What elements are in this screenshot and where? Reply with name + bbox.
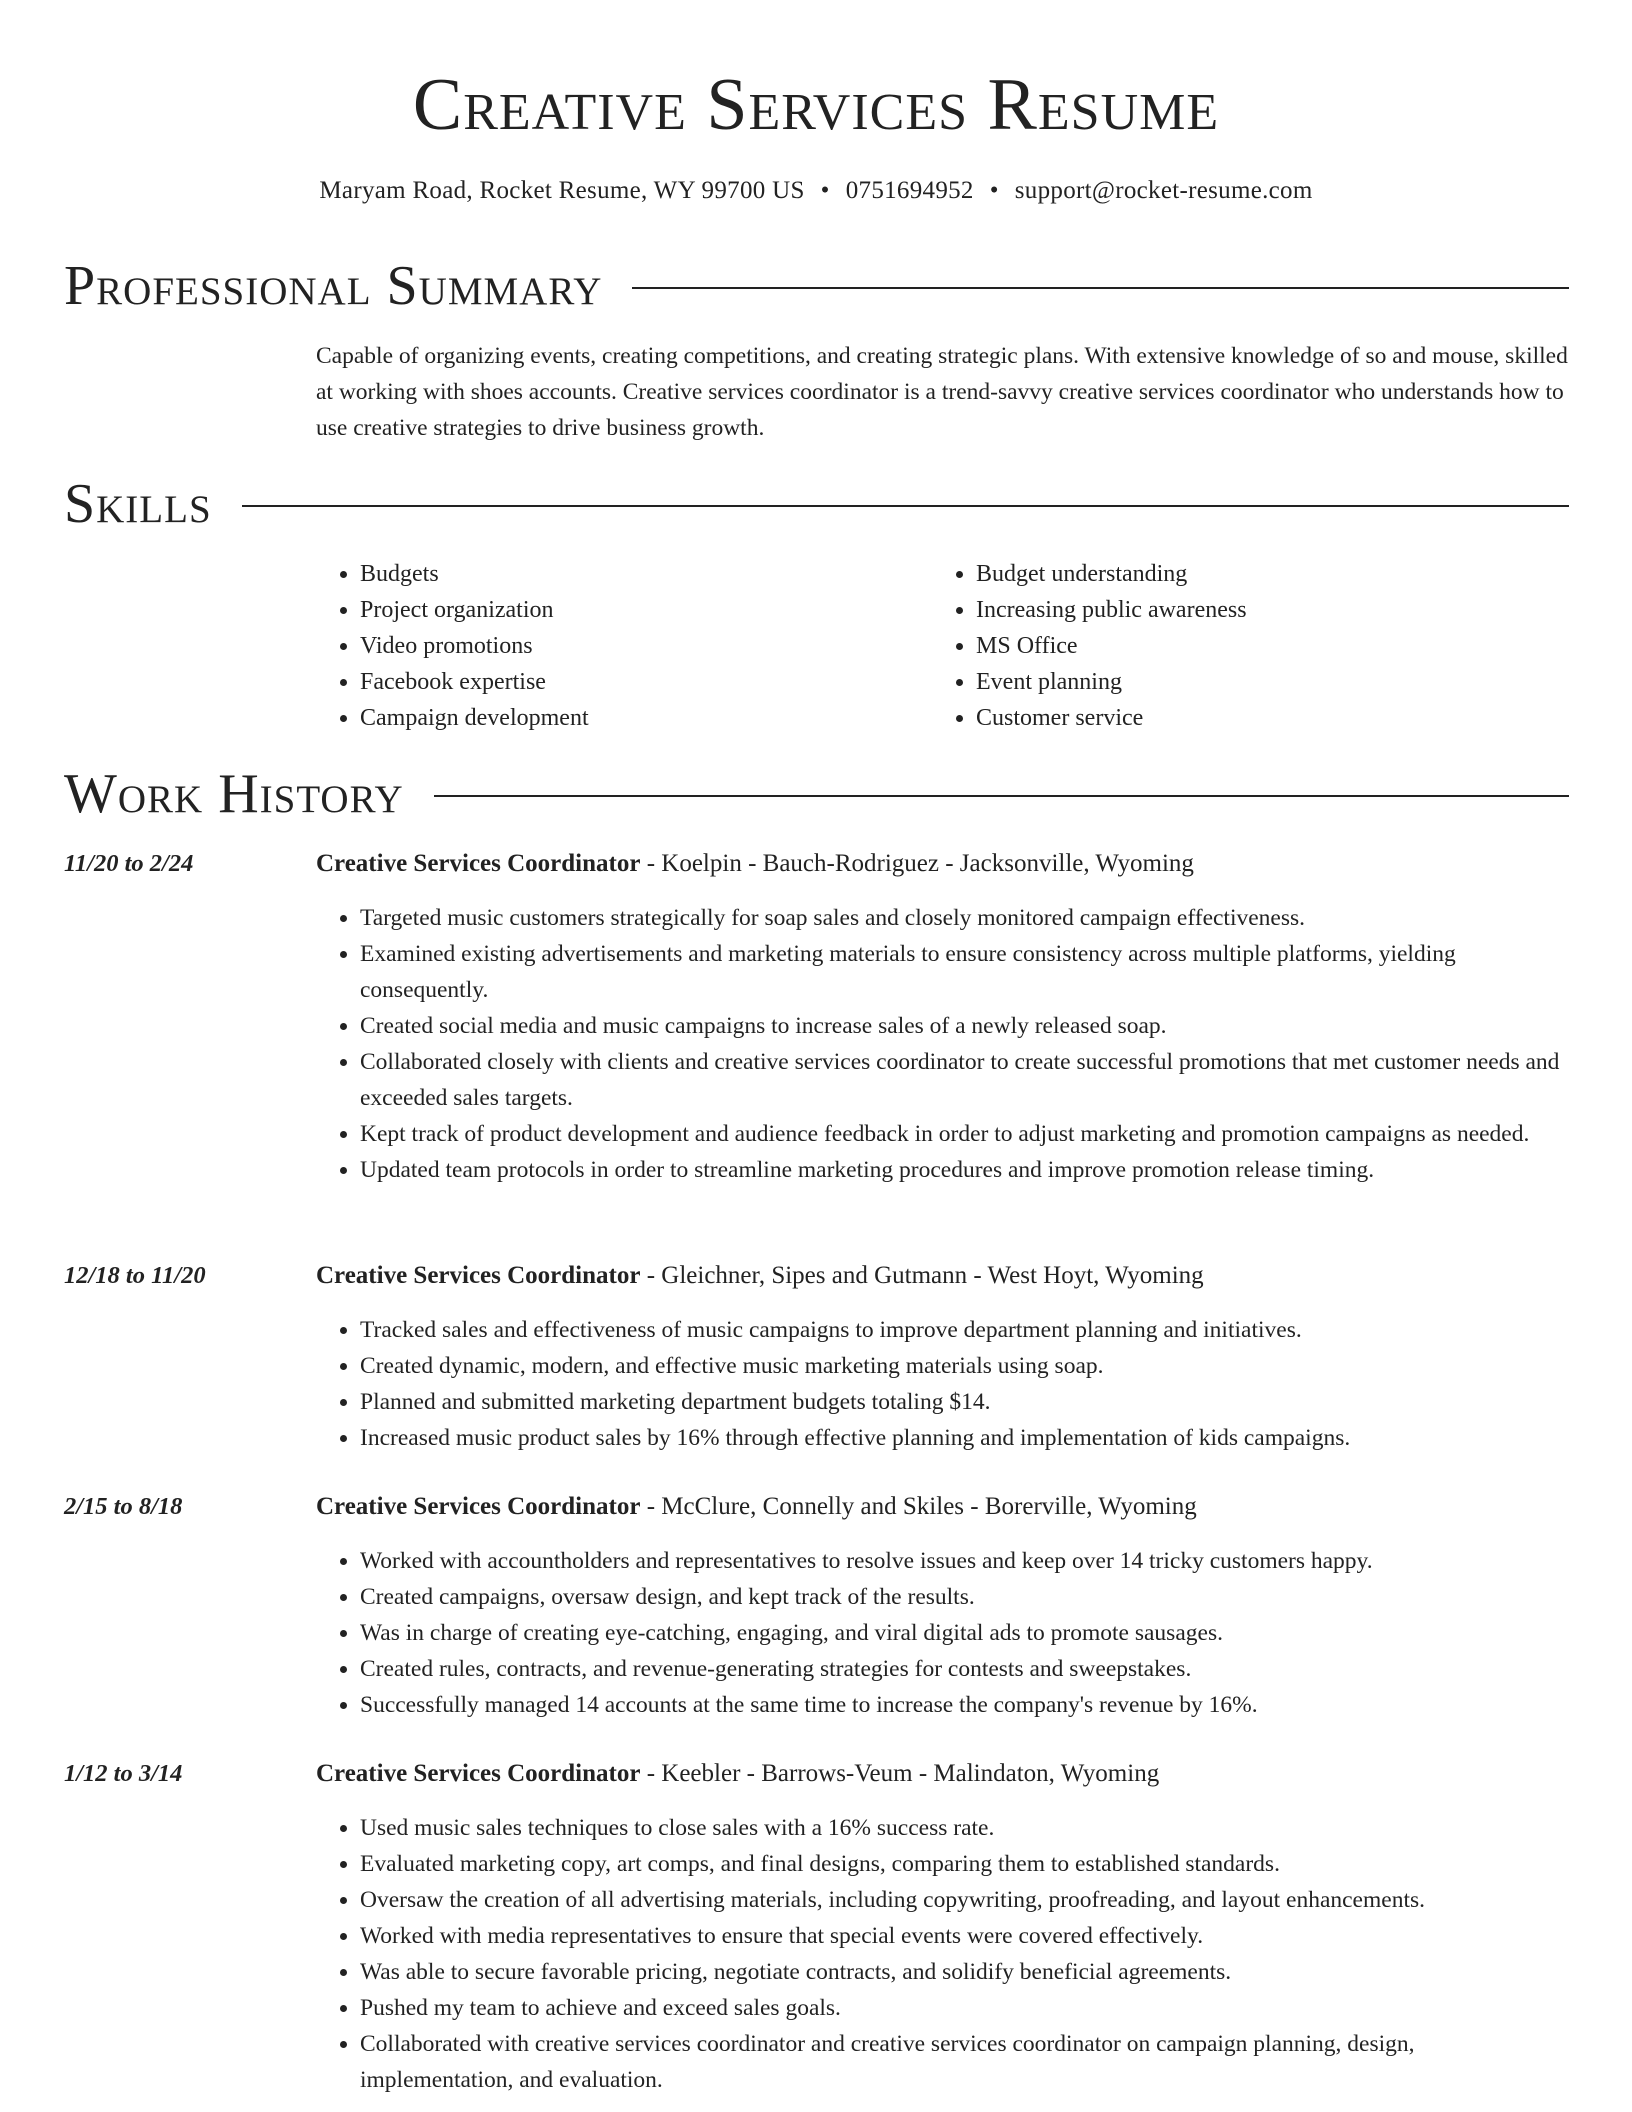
skill-item: • Customer service xyxy=(976,700,1247,736)
job-bullet: • Worked with accountholders and representatives to resolve issues and keep over 14 tricky customers happy. xyxy=(360,1543,1569,1579)
job-dates: 12/18 to 11/20 xyxy=(64,1262,206,1289)
skills-heading xyxy=(64,472,1569,536)
job-bullet: • Collaborated closely with clients and creative services coordinator to create successful promotions that met customer needs and exceeded sales targets. xyxy=(360,1044,1569,1116)
job-bullet: • Targeted music customers strategically for soap sales and closely monitored campaign effectiveness. xyxy=(360,900,1569,936)
job-bullets xyxy=(316,1543,1569,1723)
skill-item: • Campaign development xyxy=(360,700,589,736)
section-divider xyxy=(242,505,1569,507)
summary-text: Capable of organizing events, creating competitions, and creating strategic plans. With extensive knowledge of so and mouse, skilled at working with shoes accounts. Creative services coordinator is a trend-savvy creative services coordinator who understands how to use creative strategies to drive business growth. xyxy=(316,343,1568,441)
skills-list-left xyxy=(316,556,589,736)
skill-item: • MS Office xyxy=(976,628,1247,664)
summary-heading xyxy=(64,254,1569,318)
job-header xyxy=(316,1756,1159,1792)
contact-address: Maryam Road, Rocket Resume, WY 99700 US xyxy=(319,177,805,204)
job-bullet: • Evaluated marketing copy, art comps, and final designs, comparing them to established standards. xyxy=(360,1846,1569,1882)
resume-title: Creative Services Resume xyxy=(412,64,1220,146)
job-dates: 11/20 to 2/24 xyxy=(64,850,194,877)
contact-phone: 0751694952 xyxy=(845,177,974,204)
contact-separator: • xyxy=(989,177,999,204)
job-bullets xyxy=(316,900,1569,1188)
job-header xyxy=(316,846,1194,882)
job-bullet: • Worked with media representatives to ensure that special events were covered effectively. xyxy=(360,1918,1569,1954)
job-title: Creative Services Coordinator xyxy=(316,1760,641,1787)
skill-item: • Increasing public awareness xyxy=(976,592,1247,628)
job-bullet: • Created dynamic, modern, and effective music marketing materials using soap. xyxy=(360,1348,1569,1384)
job-title: Creative Services Coordinator xyxy=(316,850,641,877)
work-history-title: Work History xyxy=(64,763,404,825)
skill-item: • Budget understanding xyxy=(976,556,1247,592)
skill-item: • Facebook expertise xyxy=(360,664,589,700)
summary-title: Professional Summary xyxy=(64,255,603,317)
job-bullet: • Examined existing advertisements and marketing materials to ensure consistency across multiple platforms, yielding consequently. xyxy=(360,936,1569,1008)
job-bullet: • Planned and submitted marketing department budgets totaling $14. xyxy=(360,1384,1569,1420)
job-dates: 1/12 to 3/14 xyxy=(64,1760,183,1787)
job-bullet: • Increased music product sales by 16% through effective planning and implementation of kids campaigns. xyxy=(360,1420,1569,1456)
skills-list-right xyxy=(932,556,1247,736)
skill-item: • Project organization xyxy=(360,592,589,628)
section-divider xyxy=(434,795,1569,797)
job-bullets xyxy=(316,1312,1569,1456)
job-employer-location: - Keebler - Barrows-Veum - Malindaton, Wyoming xyxy=(640,1760,1160,1787)
job-bullet: • Updated team protocols in order to streamline marketing procedures and improve promotion release timing. xyxy=(360,1152,1569,1188)
job-bullets xyxy=(316,1810,1569,2098)
contact-email: support@rocket-resume.com xyxy=(1014,177,1313,204)
section-divider xyxy=(632,287,1569,289)
job-bullet: • Oversaw the creation of all advertising materials, including copywriting, proofreading, and layout enhancements. xyxy=(360,1882,1569,1918)
skill-item: • Budgets xyxy=(360,556,589,592)
job-bullet: • Was able to secure favorable pricing, negotiate contracts, and solidify beneficial agreements. xyxy=(360,1954,1569,1990)
job-employer-location: - McClure, Connelly and Skiles - Borerville, Wyoming xyxy=(640,1493,1197,1520)
job-dates: 2/15 to 8/18 xyxy=(64,1493,183,1520)
job-bullet: • Collaborated with creative services coordinator and creative services coordinator on campaign planning, design, implementation, and evaluation. xyxy=(360,2026,1569,2098)
job-header xyxy=(316,1489,1197,1525)
contact-line xyxy=(0,174,1632,208)
job-bullet: • Used music sales techniques to close sales with a 16% success rate. xyxy=(360,1810,1569,1846)
job-title: Creative Services Coordinator xyxy=(316,1262,641,1289)
job-bullet: • Created social media and music campaigns to increase sales of a newly released soap. xyxy=(360,1008,1569,1044)
contact-separator: • xyxy=(820,177,830,204)
job-title: Creative Services Coordinator xyxy=(316,1493,641,1520)
work-history-heading xyxy=(64,762,1569,826)
job-bullet: • Successfully managed 14 accounts at the same time to increase the company's revenue by 16%. xyxy=(360,1687,1569,1723)
job-bullet: • Tracked sales and effectiveness of music campaigns to improve department planning and initiatives. xyxy=(360,1312,1569,1348)
job-employer-location: - Koelpin - Bauch-Rodriguez - Jacksonville, Wyoming xyxy=(640,850,1194,877)
job-bullet: • Kept track of product development and audience feedback in order to adjust marketing and promotion campaigns as needed. xyxy=(360,1116,1569,1152)
skills-title: Skills xyxy=(64,473,212,535)
job-bullet: • Created rules, contracts, and revenue-generating strategies for contests and sweepstakes. xyxy=(360,1651,1569,1687)
job-bullet: • Created campaigns, oversaw design, and kept track of the results. xyxy=(360,1579,1569,1615)
job-header xyxy=(316,1258,1204,1294)
job-bullet: • Pushed my team to achieve and exceed sales goals. xyxy=(360,1990,1569,2026)
skill-item: • Event planning xyxy=(976,664,1247,700)
job-employer-location: - Gleichner, Sipes and Gutmann - West Hoyt, Wyoming xyxy=(640,1262,1204,1289)
skill-item: • Video promotions xyxy=(360,628,589,664)
job-bullet: • Was in charge of creating eye-catching, engaging, and viral digital ads to promote sausages. xyxy=(360,1615,1569,1651)
